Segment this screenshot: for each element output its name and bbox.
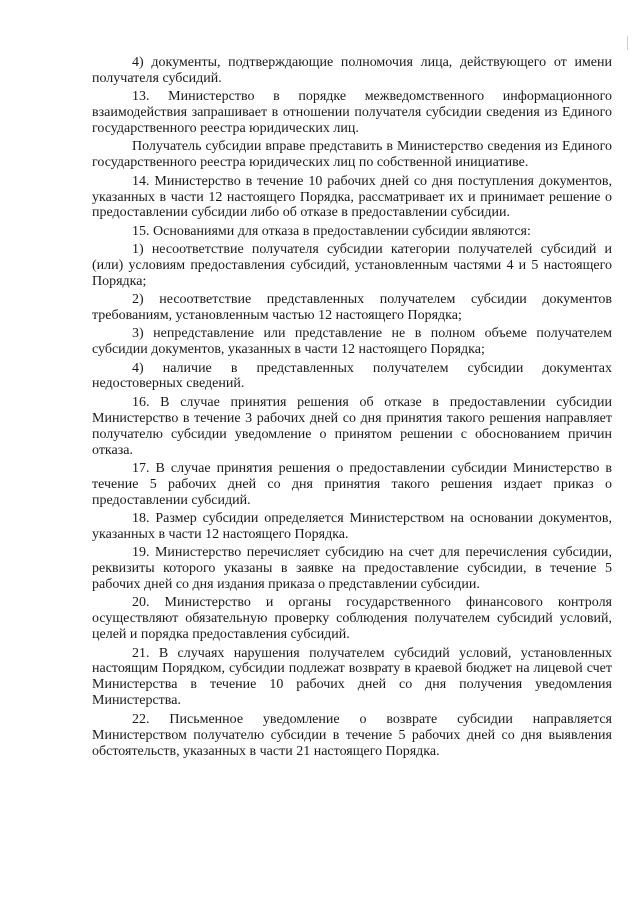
paragraph-13: 13. Министерство в порядке межведомственного информационного взаимодействия запрашивает в отношении получателя субсидии сведения из Единого государственного реестра юридических лиц. — [92, 89, 612, 137]
paragraph-15-item-3: 3) непредставление или представление не в полном объеме получателем субсидии документов, указанных в части 12 настоящего Порядка; — [92, 326, 612, 358]
paragraph-19: 19. Министерство перечисляет субсидию на счет для перечисления субсидии, реквизиты которого указаны в заявке на предоставление субсидии, в течение 5 рабочих дней со дня издания приказа о представлении субсидии. — [92, 545, 612, 593]
scan-edge-mark — [627, 36, 631, 50]
paragraph-15-item-2: 2) несоответствие представленных получателем субсидии документов требованиям, установленным частью 12 настоящего Порядка; — [92, 292, 612, 324]
paragraph-15: 15. Основаниями для отказа в предоставлении субсидии являются: — [132, 223, 531, 239]
paragraph-13-recipient-right: Получатель субсидии вправе представить в Министерство сведения из Единого государственного реестра юридических лиц по собственной инициативе. — [92, 139, 612, 171]
paragraph-15-item-1: 1) несоответствие получателя субсидии категории получателей субсидий и (или) условиям предоставления субсидий, установленным частями 4 и 5 настоящего Порядка; — [92, 241, 612, 289]
paragraph-14: 14. Министерство в течение 10 рабочих дней со дня поступления документов, указанных в части 12 настоящего Порядка, рассматривает их и принимает решение о предоставлении субсидии либо об отказе в предоставлении субсидии. — [92, 173, 612, 221]
paragraph-22: 22. Письменное уведомление о возврате субсидии направляется Министерством получателю субсидии в течение 5 рабочих дней со дня выявления обстоятельств, указанных в части 21 настоящего Порядка. — [92, 711, 612, 759]
document-page — [92, 55, 612, 762]
paragraph-20: 20. Министерство и органы государственного финансового контроля осуществляют обязательную проверку соблюдения получателем субсидий условий, целей и порядка предоставления субсидий. — [92, 595, 612, 643]
paragraph-15-item-4: 4) наличие в представленных получателем субсидии документах недостоверных сведений. — [92, 360, 612, 392]
paragraph-17: 17. В случае принятия решения о предоставлении субсидии Министерство в течение 5 рабочих дней со дня принятия такого решения издает приказ о предоставлении субсидий. — [92, 460, 612, 508]
paragraph-21: 21. В случаях нарушения получателем субсидий условий, установленных настоящим Порядком, субсидии подлежат возврату в краевой бюджет на лицевой счет Министерства в течение 10 рабочих дней со дня получения уведомления Министерства. — [92, 645, 612, 709]
paragraph-16: 16. В случае принятия решения об отказе в предоставлении субсидии Министерство в течение 3 рабочих дней со дня принятия такого решения направляет получателю субсидии уведомление о принятом решении с обоснованием причин отказа. — [92, 394, 612, 458]
paragraph-item-4-documents: 4) документы, подтверждающие полномочия лица, действующего от имени получателя субсидий. — [92, 55, 612, 86]
paragraph-18: 18. Размер субсидии определяется Министерством на основании документов, указанных в части 12 настоящего Порядка. — [92, 511, 612, 542]
